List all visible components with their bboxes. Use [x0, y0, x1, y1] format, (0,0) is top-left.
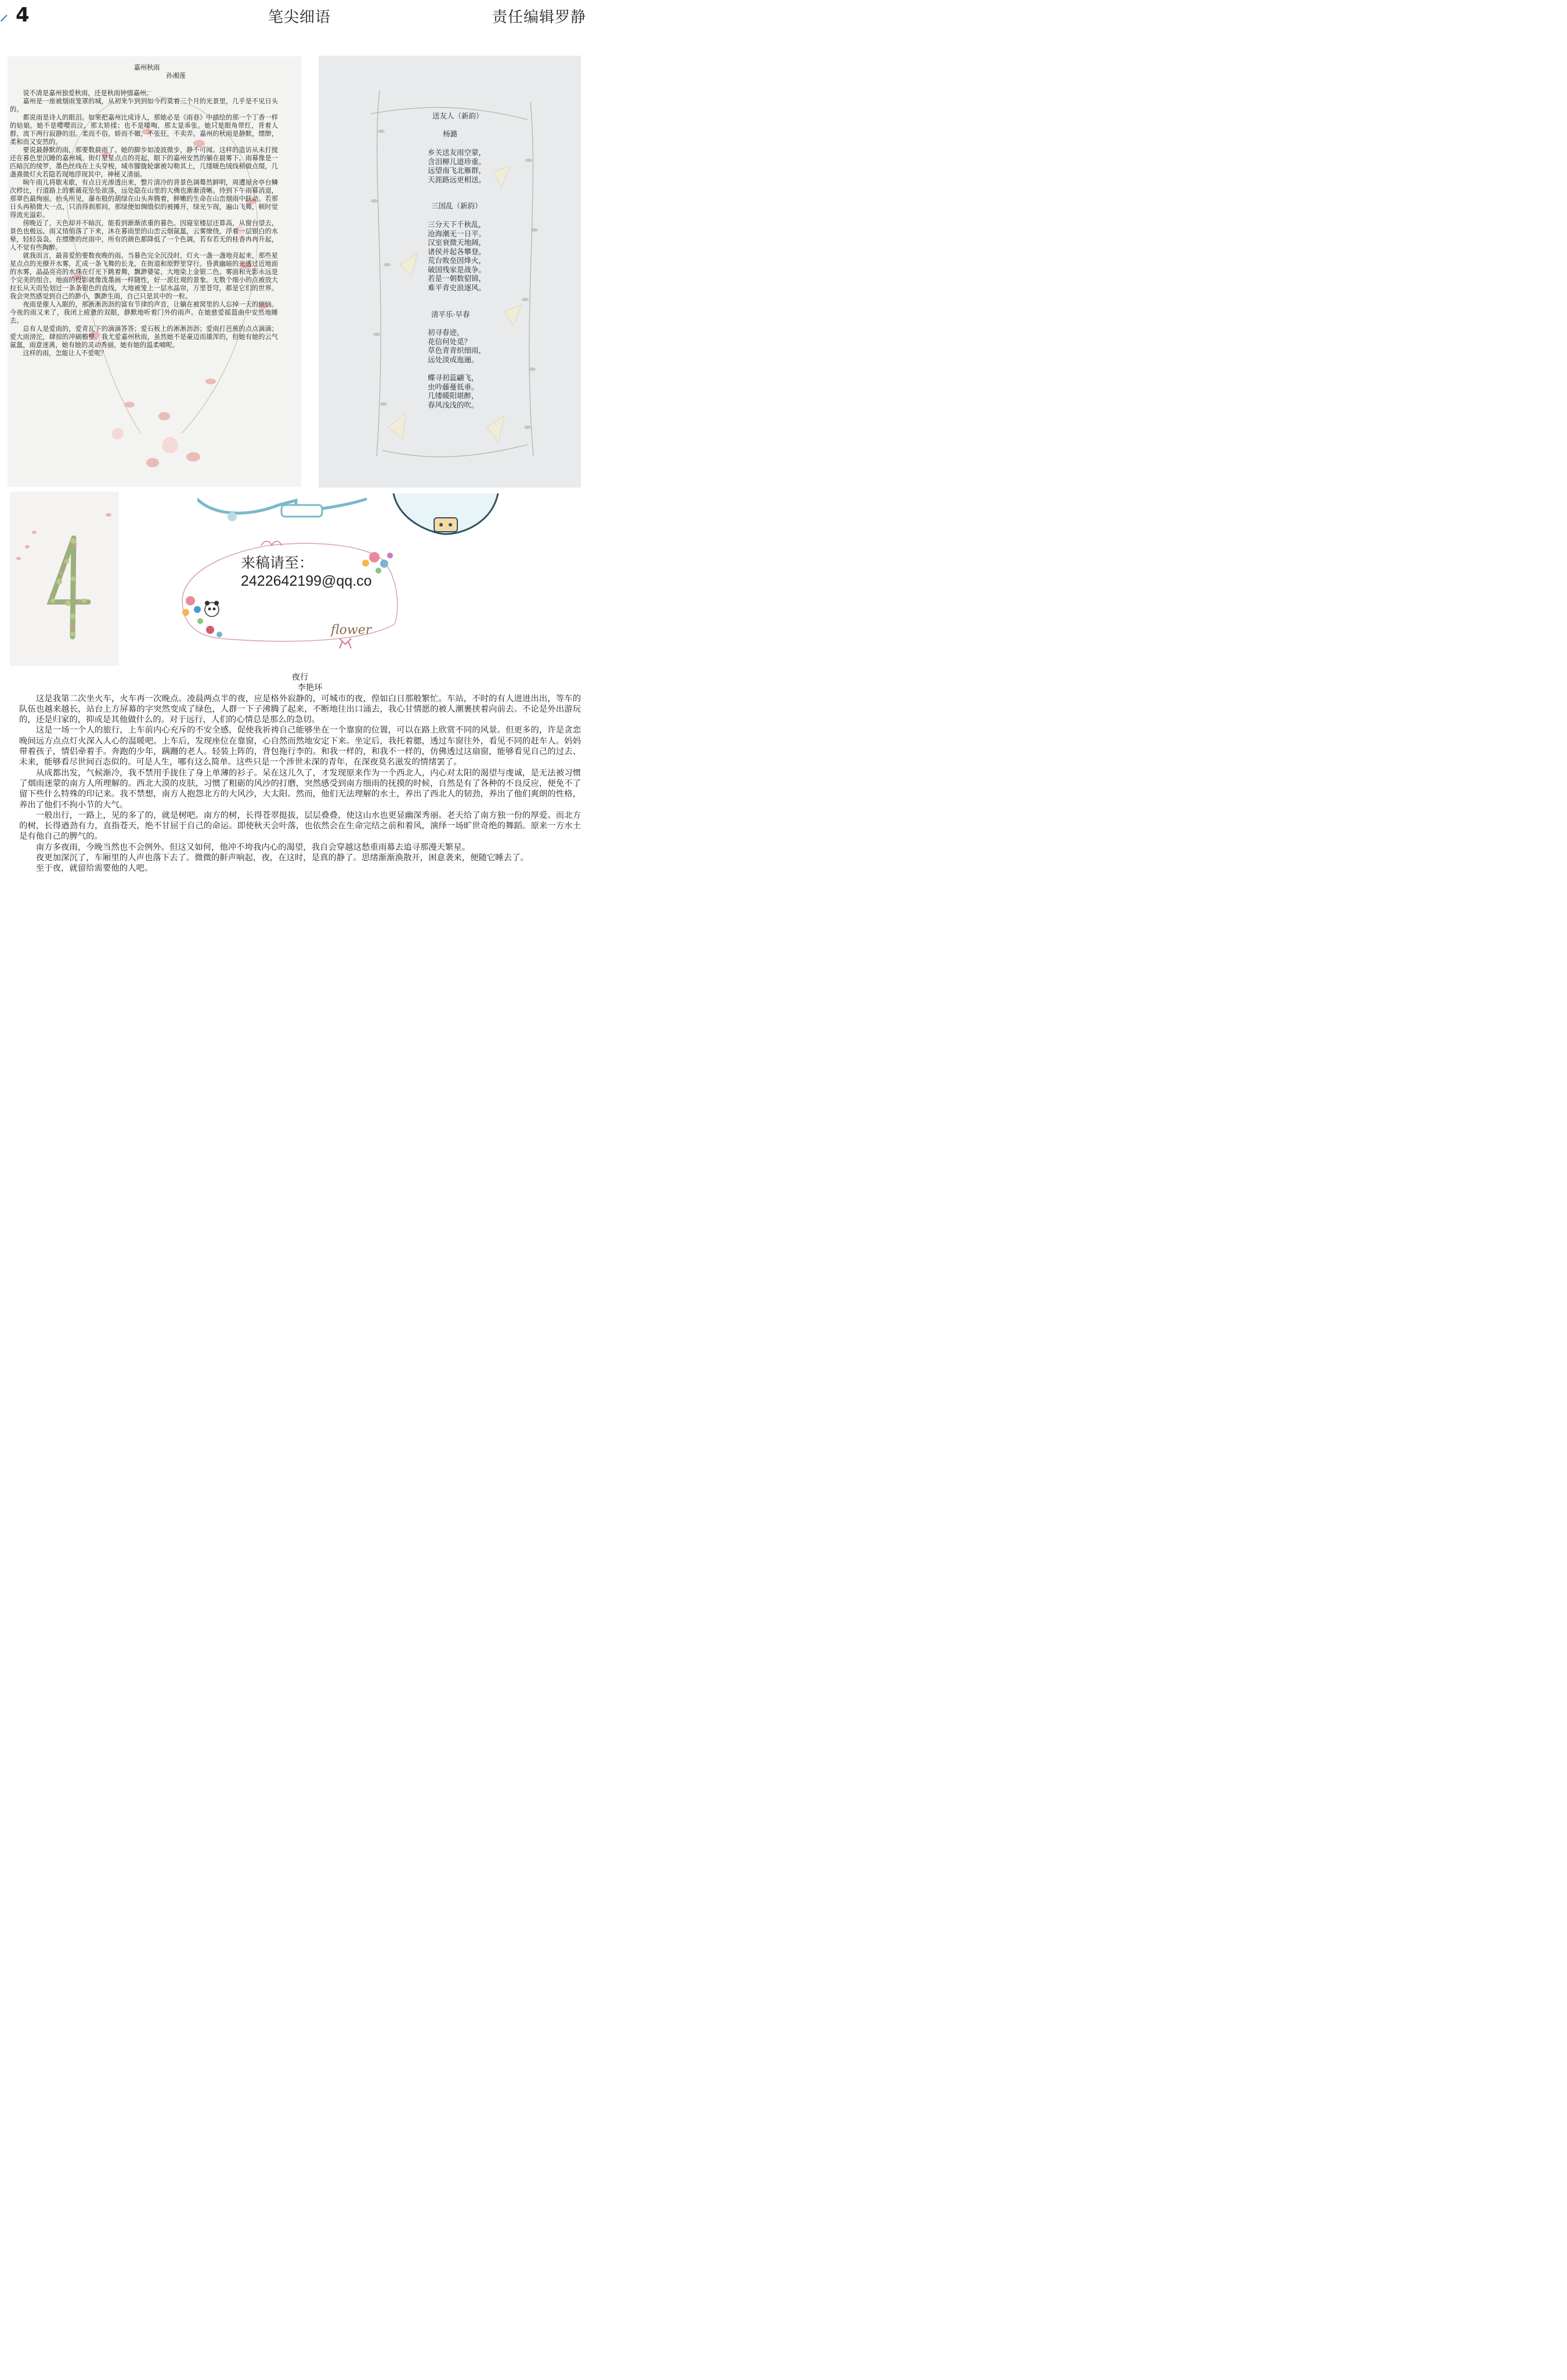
article-title: 嘉州秋雨	[133, 64, 160, 71]
poem-author-name: 杨潞	[443, 129, 458, 138]
poem-line: 花信何处觅？	[428, 337, 472, 346]
paragraph: 夜雨是催人入眠的，那淅淅沥沥的富有节律的声音，让躺在被窝里的人忘掉一天的烦恼。今夜的雨又来了，我闭上疲惫的双眼，静默地听着门外的雨声。在她慈爱摇篮曲中安然地睡去。	[10, 301, 278, 324]
poem-title: 清平乐·早春	[431, 310, 470, 319]
article-author: 李艳环	[297, 683, 323, 693]
paragraph: 嘉州是一座被烟雨笼罩的城，从初来乍到到如今约莫着三个月的光景里，几乎是不见日头的。	[10, 98, 278, 113]
section-title: 笔尖细语	[268, 9, 331, 26]
article-author: 孙湘莲	[166, 72, 186, 80]
editor-credit: 责任编辑罗静	[492, 9, 587, 26]
poem-line: 虫吟藤蔓低垂。	[428, 382, 479, 391]
poem-san-guo-luan	[431, 201, 482, 211]
poem-title: 送友人（新韵）	[432, 111, 483, 120]
poem-line: 春风浅浅的吹。	[428, 400, 479, 409]
cartoon-train-illustration	[197, 493, 371, 528]
article-night-journey	[19, 672, 581, 874]
contribution-label: 来稿请至：	[241, 554, 314, 571]
poem-title: 三国乱（新韵）	[431, 201, 482, 210]
poem-stanza	[428, 328, 486, 364]
poem-qing-ping-le	[431, 310, 470, 319]
paragraph: 晌午雨儿将歇未歇，有点日光渗透出来，整片清冷的背景色调蓦然鲜明，周遭屋舍亭台鳞次栉比，行道路上的紫薇花坠坠欲落，远处隐在山里的大佛也渐渐清晰。待到下午雨幕消退，那翠色最绚丽。抬头所见，瀑布般的葫绿在山头奔腾着，鲜嫩的生命在山峦烟雨中跃动。若那日头再稍微大一点，只消得刹那间，那绿便如绸缎似的被摊开，绿光乍现，遍山飞舞，顿时觉得流光溢彩。	[10, 179, 278, 219]
poem-line: 难平青史浪逐风。	[428, 283, 486, 292]
poem-body	[428, 220, 486, 292]
paragraph: 就我而言，最喜爱的要数夜晚的雨。当暮色完全沉没时，灯火一盏一盏地亮起来，那些星星点点的光撩开水雾，汇成一条飞舞的长龙，在街道和原野里穿行。昏黄幽暗的光透过近地面的水雾，晶晶亮亮的水珠在灯光下跳着舞，飘渺婆娑，大地染上金银二色。雾面和光影永远是个完美的组合。地面的投影就像泼墨画一样随性，好一派壮观的景象。无数个细小的点被放大拉长从天而坠划过一条条银色的直线，大地被笼上一层水晶帘，万里苍穹，都是它们的世界。我会突然感觉到自己的渺小，飘渺生雨，自己只是其中的一粒。	[10, 252, 278, 300]
article-title: 夜行	[291, 673, 309, 682]
poem-line: 乡关送友雨空蒙，	[428, 148, 486, 157]
paragraph: 至于夜，就留给需要他的人吧。	[35, 864, 153, 874]
poem-line: 诸侯并起各攀登。	[428, 247, 486, 256]
pen-icon	[0, 14, 8, 22]
poem-line: 汉室衰微天地阔，	[428, 238, 486, 247]
contribution-email[interactable]: 2422642199@qq.co	[241, 573, 372, 589]
paragraph: 这样的雨，怎能让人不爱呢？	[23, 349, 107, 357]
paragraph: 这是一场一个人的旅行，上车前内心充斥的不安全感，促使我祈祷自己能够坐在一个靠窗的位置，可以在路上欣赏不同的风景。但更多的，许是贪恋晚间远方点点灯火深入人心的温暖吧。上车后，发现座位在靠窗，心自然而然地安定下来。坐定后，我托着腮，透过车窗往外，看见不同的赶车人。妈妈带着孩子，情侣牵着手。奔跑的少年，蹒跚的老人。轻装上阵的，背包拖行李的。和我一样的，和我不一样的，仿佛透过这扇窗，能够看见自己的过去、未来，能够看尽世间百态似的。可是人生，哪有这么简单。这些只是一个涉世未深的青年，在深夜莫名滋发的情绪罢了。	[19, 726, 581, 767]
number-four-illustration-panel	[10, 492, 119, 666]
leafy-four-illustration	[10, 492, 119, 666]
page-number: 4	[16, 3, 30, 27]
poem-line: 初寻春迹，	[428, 328, 464, 337]
poem-song-you-ren	[432, 111, 483, 121]
poem-line: 蝶寻初蕊翩飞，	[428, 373, 479, 382]
poem-stanza	[428, 373, 479, 409]
paragraph: 夜更加深沉了，车厢里的人声也落下去了。微微的鼾声响起，夜，在这时，是真的静了。思绪渐渐涣散开，困意袭来，便随它睡去了。	[35, 853, 529, 863]
panda-icon	[205, 601, 219, 616]
poem-line: 若是一朝数貂锦，	[428, 274, 486, 283]
poem-line: 天涯路远更相送。	[428, 175, 486, 184]
poem-line: 沧海潮无一日平。	[428, 229, 486, 238]
poem-line: 荒台败垒因烽火，	[428, 256, 486, 265]
poem-line: 几缕暖阳堪醉，	[428, 391, 479, 400]
poem-line: 远望南飞北雁群，	[428, 166, 486, 175]
paragraph: 傍晚近了，天色却并不暗沉，能看到渐渐浓重的暮色。因寝室楼层还算高，从窗台望去，景色也极远。雨又悄悄落了下来，沐在暮雨里的山峦云烟氤氲，云雾缭绕，浮着一层银白的水晕，轻轻袅袅。在缥缈的丝雨中，所有的颜色都降低了一个色调，若有若无的桂香冉冉升起，人不觉有些陶醉。	[10, 219, 278, 251]
paragraph: 都说雨是诗人的眼泪。如果把嘉州比成诗人，那她必是《雨巷》中描绘的那一个丁香一样的姑娘。她不是嘤嘤而泣，那太矫揉；也不是嚎啕，那太显乖张。她只是眼角带红，背着人群，流下两行寂静的泪。柔而不俗，娇而不媚，不张狂，不卖弄。嘉州的秋雨是静默，缥缈，柔和而又安然的。	[10, 114, 278, 146]
poem-line: 三分天下千秋乱，	[428, 220, 486, 229]
poem-author	[443, 129, 457, 139]
paragraph: 总有人是爱雨的，爱青瓦下的滴滴答答；爱石板上的淅淅沥沥；爱雨打芭蕉的点点滴滴；爱大雨滂沱，肆掠的冲刷檐壁。我尤爱嘉州秋雨，虽然她不是豪迈而雄浑的，但她有她的云气氤氲，雨意迷离，她有她的灵动秀丽，她有她的温柔喃呢。	[10, 325, 278, 349]
poem-body	[428, 148, 486, 184]
paragraph: 一般出行，一路上，见的多了的，就是树吧。南方的树，长得苍翠挺拔，层层叠叠，使这山水也更显幽深秀丽。老天给了南方独一份的厚爱。而北方的树，长得遒劲有力，直指苍天，绝不甘屈于自己的命运。即使秋天会叶落，也依然会在生命完结之前和着风，演绎一场旷世奇绝的舞蹈。原来一方水土是有他自己的脾气的。	[19, 810, 581, 842]
paragraph: 南方多夜雨，今晚当然也不会例外。但这又如何，他冲不垮我内心的渴望，我自会穿越这愁重雨幕去追寻那漫天繁星。	[35, 842, 471, 852]
hot-air-balloon-illustration	[388, 493, 504, 540]
poems-panel	[319, 56, 581, 488]
poem-line: 含泪柳儿道珍重。	[428, 157, 486, 166]
article-panel-jiazhou-rain	[8, 56, 301, 487]
flower-script-text: flower	[331, 623, 372, 637]
bow-icon	[340, 639, 351, 648]
paragraph: 从成都出发，气候渐冷，我不禁用手拢住了身上单薄的衫子。呆在这儿久了，才发现原来作为一个西北人，内心对太阳的渴望与虔诚，是无法被习惯了烟雨迷蒙的南方人所理解的。西北大漠的皮肤，习惯了粗砺的风沙的打磨，突然感受到南方细雨的抚摸的时候，自然是有了各种的不良反应，便免不了留下些什么特殊的印记来。我不禁想，南方人抱怨北方的大风沙，大太阳。然而，他们无法理解的水土，养出了西北人的韧劲，养出了他们爽朗的性格，养出了他们不拘小节的大气。	[19, 768, 581, 810]
paragraph: 说不清是嘉州独爱秋雨，还是秋雨钟情嘉州。	[23, 89, 153, 97]
poem-line: 远处淡成迤逦。	[428, 355, 479, 364]
poem-line: 草色青青织细雨，	[428, 346, 486, 355]
paragraph: 这是我第二次坐火车，火车再一次晚点。凌晨两点半的夜，应是格外寂静的，可城市的夜，偟如白日那般繁忙。车站，不时的有人进进出出，等车的队伍也越来越长，站台上方屏幕的字突然变成了绿色，人群一下子沸腾了起来，不断地往出口涌去，我心甘情愿的被人潮裹挟着向前去。不论是外出游玩的，还是归家的，抑或是其他做什么的。对于远行，人们的心情总是那么的急切。	[19, 694, 581, 725]
poem-line: 破国残家是战争。	[428, 265, 486, 274]
article-text	[8, 56, 301, 358]
paragraph: 要说最静默的雨，那要数晨雨了。她的脚步如凌波微步，静不可闻。这样的造访从未打搅还在暮色里沉睡的嘉州城。街灯星星点点的亮起，眼下的嘉州安然的躺在晨雾下。雨幕像是一匹暗沉的绫罗，墨色丝线在上头穿梭，城市朦胧轮廓被勾勒其上，几缕暖色绒线稍做点缀，几盏熹微灯火若隐若现地浮现其中，神秘又清丽。	[10, 146, 278, 178]
